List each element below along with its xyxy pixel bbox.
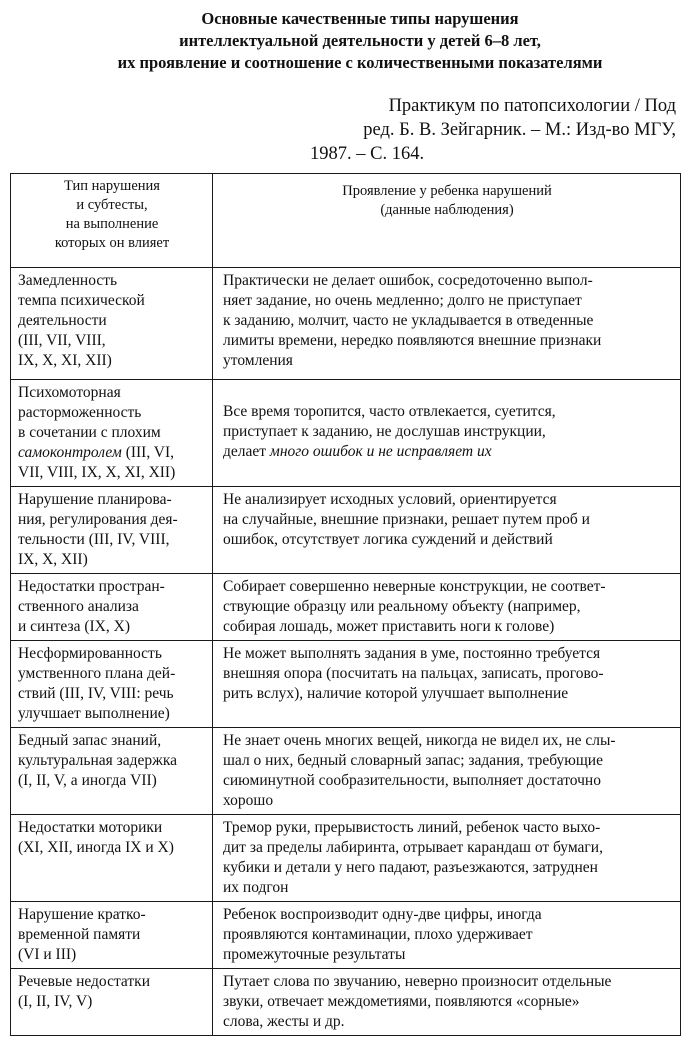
disorder-type-line: (VI и III): [18, 946, 77, 963]
table-row: [11, 815, 681, 902]
disorder-type-cell: [11, 815, 213, 902]
table-row: [11, 641, 681, 728]
manifestation-cell: [213, 728, 681, 815]
manifestation-line: сиюминутной сообразительности, выполняет достаточно: [223, 772, 601, 789]
manifestation-line: ошибок, отсутствует логика суждений и действий: [223, 531, 553, 548]
manifestation-line: рить вслух), наличие которой улучшает выполнение: [223, 685, 569, 702]
header-disorder-type: [11, 174, 213, 268]
manifestation-cell: [213, 574, 681, 641]
disorder-type-line: (I, II, IV, V): [18, 993, 93, 1010]
disorder-type-line: ствий (III, IV, VIII: речь: [18, 685, 174, 702]
manifestation-cell: [213, 268, 681, 380]
disorder-type-line: (XI, XII, иногда IX и X): [18, 839, 174, 856]
source-line-1: Практикум по патопсихологии / Под: [388, 96, 676, 116]
title-line-2: интеллектуальной деятельности у детей 6–8 лет,: [179, 31, 541, 50]
disorders-table: [10, 173, 681, 1036]
table-body: [11, 268, 681, 1036]
table-row: [11, 380, 681, 487]
disorder-type-cell: [11, 268, 213, 380]
header-col1-line: и субтесты,: [76, 197, 148, 213]
header-col2-line: (данные наблюдения): [380, 202, 514, 218]
disorder-type-line: Недостатки простран-: [18, 578, 165, 595]
manifestation-cell: [213, 380, 681, 487]
disorder-type-line: временной памяти: [18, 926, 141, 943]
disorder-type-line: деятельности: [18, 312, 107, 329]
source-citation: [300, 94, 676, 166]
disorder-type-line: Психомоторная: [18, 384, 121, 401]
disorder-type-line: Несформированность: [18, 645, 162, 662]
header-col1-line: Тип нарушения: [64, 178, 160, 194]
manifestation-cell: [213, 487, 681, 574]
manifestation-line: Ребенок воспроизводит одну-две цифры, иногда: [223, 906, 542, 923]
table-row: [11, 728, 681, 815]
manifestation-line: их подгон: [223, 879, 289, 896]
manifestation-cell: [213, 969, 681, 1036]
manifestation-line: Путает слова по звучанию, неверно произносит отдельные: [223, 973, 612, 990]
manifestation-line: утомления: [223, 352, 293, 369]
source-line-2: ред. Б. В. Зейгарник. – М.: Изд-во МГУ,: [363, 120, 676, 140]
manifestation-line: внешняя опора (посчитать на пальцах, записать, прогово-: [223, 665, 604, 682]
document-title: [40, 8, 680, 74]
table-row: [11, 969, 681, 1036]
manifestation-line: Не может выполнять задания в уме, постоянно требуется: [223, 645, 601, 662]
disorder-type-line: ственного анализа: [18, 598, 139, 615]
disorder-type-line: (I, II, V, а иногда VII): [18, 772, 157, 789]
manifestation-line: на случайные, внешние признаки, решает путем проб и: [223, 511, 590, 528]
disorder-type-cell: [11, 728, 213, 815]
manifestation-line: слова, жесты и др.: [223, 1013, 345, 1030]
header-manifestation: [213, 174, 681, 268]
disorder-type-line: умственного плана дей-: [18, 665, 176, 682]
disorder-type-line: в сочетании с плохим: [18, 424, 161, 441]
header-col2-line: Проявление у ребенка нарушений: [342, 183, 552, 199]
table-row: [11, 268, 681, 380]
disorder-type-line: Нарушение планирова-: [18, 491, 172, 508]
manifestation-line: няет задание, но очень медленно; долго не приступает: [223, 292, 582, 309]
manifestation-line: промежуточные результаты: [223, 946, 406, 963]
manifestation-line: ствующие образцу или реальному объекту (например,: [223, 598, 581, 615]
manifestation-line: Собирает совершенно неверные конструкции, не соответ-: [223, 578, 606, 595]
manifestation-cell: [213, 815, 681, 902]
disorder-type-line: и синтеза (IX, X): [18, 618, 130, 635]
source-line-3: 1987. – С. 164.: [310, 144, 425, 164]
table-row: [11, 902, 681, 969]
manifestation-line: звуки, отвечает междометиями, появляются «сорные»: [223, 993, 580, 1010]
manifestation-line: собирая лошадь, может приставить ноги к голове): [223, 618, 555, 635]
disorder-type-cell: [11, 902, 213, 969]
disorder-type-line: тельности (III, IV, VIII,: [18, 531, 170, 548]
manifestation-line: лимиты времени, нередко появляются внешние признаки: [223, 332, 602, 349]
manifestation-line: хорошо: [223, 792, 274, 809]
manifestation-line: Тремор руки, прерывистость линий, ребенок часто выхо-: [223, 819, 601, 836]
disorder-type-line: культуральная задержка: [18, 752, 178, 769]
disorder-type-cell: [11, 487, 213, 574]
disorder-type-cell: [11, 380, 213, 487]
manifestation-line: приступает к заданию, не дослушав инструкции,: [223, 423, 546, 440]
disorder-type-cell: [11, 641, 213, 728]
disorder-type-line: ния, регулирования дея-: [18, 511, 178, 528]
manifestation-line: Не знает очень многих вещей, никогда не видел их, не слы-: [223, 732, 616, 749]
disorder-type-line: расторможенность: [18, 404, 142, 421]
disorder-type-line: IX, X, XI, XII): [18, 352, 112, 369]
disorder-type-line: улучшает выполнение): [18, 705, 170, 722]
manifestation-line: Все время торопится, часто отвлекается, суетится,: [223, 403, 556, 420]
disorder-type-cell: [11, 969, 213, 1036]
manifestation-cell: [213, 902, 681, 969]
disorder-type-cell: [11, 574, 213, 641]
manifestation-line: Не анализирует исходных условий, ориентируется: [223, 491, 557, 508]
disorder-type-line: самоконтролем (III, VI,: [18, 444, 175, 461]
header-col1-line: на выполнение: [65, 216, 159, 232]
table-header-row: [11, 174, 681, 268]
disorder-type-line: VII, VIII, IX, X, XI, XII): [18, 464, 176, 481]
disorder-type-line: Недостатки моторики: [18, 819, 163, 836]
manifestation-line: кубики и детали у него падают, разъезжаются, затруднен: [223, 859, 598, 876]
disorder-type-line: Замедленность: [18, 272, 118, 289]
table-row: [11, 574, 681, 641]
title-line-3: их проявление и соотношение с количественными показателями: [117, 53, 603, 72]
disorder-type-line: IX, X, XII): [18, 551, 88, 568]
manifestation-line: шал о них, бедный словарный запас; задания, требующие: [223, 752, 603, 769]
disorder-type-line: темпа психической: [18, 292, 145, 309]
disorder-type-line: (III, VII, VIII,: [18, 332, 106, 349]
manifestation-line: делает много ошибок и не исправляет их: [223, 443, 492, 460]
title-line-1: Основные качественные типы нарушения: [201, 9, 519, 28]
manifestation-line: к заданию, молчит, часто не укладывается в отведенные: [223, 312, 594, 329]
disorder-type-line: Речевые недостатки: [18, 973, 150, 990]
manifestation-line: проявляются контаминации, плохо удерживает: [223, 926, 533, 943]
header-col1-line: которых он влияет: [54, 235, 170, 251]
manifestation-cell: [213, 641, 681, 728]
manifestation-line: дит за пределы лабиринта, отрывает карандаш от бумаги,: [223, 839, 603, 856]
table-row: [11, 487, 681, 574]
manifestation-line: Практически не делает ошибок, сосредоточенно выпол-: [223, 272, 593, 289]
disorder-type-line: Нарушение кратко-: [18, 906, 146, 923]
disorder-type-line: Бедный запас знаний,: [18, 732, 162, 749]
